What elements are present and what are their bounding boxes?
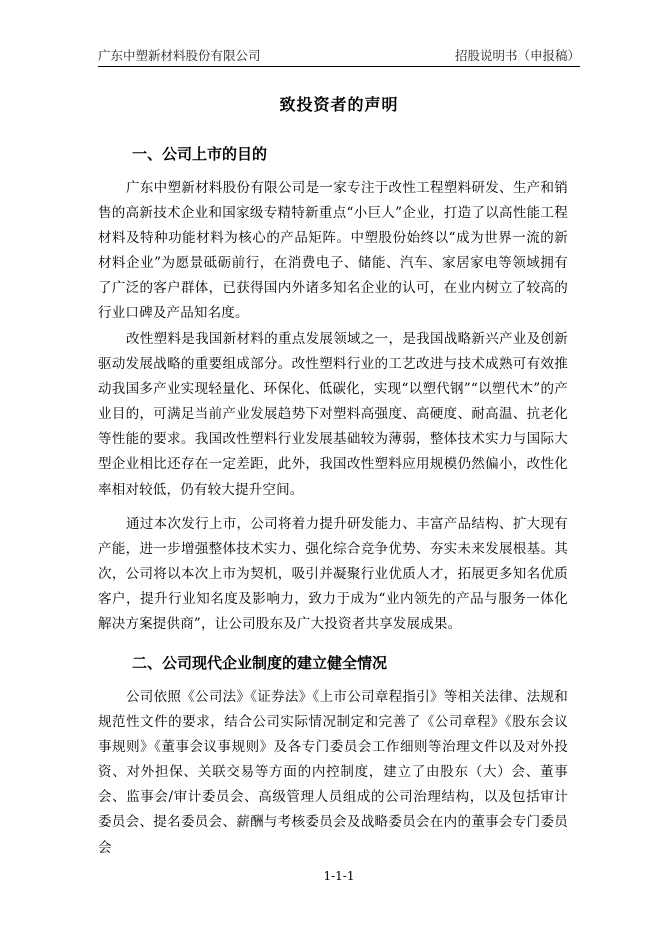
section-heading-listing-purpose: 一、公司上市的目的 [132,145,268,163]
header-company-name: 广东中塑新材料股份有限公司 [98,48,261,63]
header-divider [98,66,580,67]
page-number: 1-1-1 [323,869,355,883]
section-heading-corporate-governance: 二、公司现代企业制度的建立健全情况 [132,654,388,672]
paragraph-governance-system: 公司依照《公司法》《证券法》《上市公司章程指引》等相关法律、法规和规范性文件的要求，结合公司实际情况制定和完善了《公司章程》《股东会议事规则》《董事会议事规则》及各专门委员会工作细则等治理文件以及对外投资、对外担保、关联交易等方面的内控制度，建立了由股东（大）会、董事会、监事会/审计委员会、高级管理人员组成的公司治理结构，以及包括审计委员会、提名委员会、薪酬与考核委员会及战略委员会在内的董事会专门委员会 [98,689,568,856]
page-title: 致投资者的声明 [279,95,399,114]
paragraph-company-intro: 广东中塑新材料股份有限公司是一家专注于改性工程塑料研发、生产和销售的高新技术企业和国家级专精特新重点“小巨人”企业，打造了以高性能工程材料及特种功能材料为核心的产品矩阵。中塑股份始终以“成为世界一流的新材料企业”为愿景砥砺前行，在消费电子、储能、汽车、家居家电等领域拥有了广泛的客户群体，已获得国内外诸多知名企业的认可，在业内树立了较高的行业口碑及产品知名度。 [98,180,568,322]
page-header [98,47,580,65]
paragraph-industry-overview: 改性塑料是我国新材料的重点发展领域之一，是我国战略新兴产业及创新驱动发展战略的重要组成部分。改性塑料行业的工艺改进与技术成熟可有效推动我国多产业实现轻量化、环保化、低碳化，实现“以塑代钢”“以塑代木”的产业目的，可满足当前产业发展趋势下对塑料高强度、高硬度、耐高温、抗老化等性能的要求。我国改性塑料行业发展基础较为薄弱，整体技术实力与国际大型企业相比还存在一定差距，此外，我国改性塑料应用规模仍然偏小，改性化率相对较低，仍有较大提升空间。 [98,331,568,498]
header-document-type: 招股说明书（申报稿） [454,48,580,63]
paragraph-listing-goals: 通过本次发行上市，公司将着力提升研发能力、丰富产品结构、扩大现有产能，进一步增强整体技术实力、强化综合竞争优势、夯实未来发展根基。其次，公司将以本次上市为契机，吸引并凝聚行业优质人才，拓展更多知名优质客户，提升行业知名度及影响力，致力于成为“业内领先的产品与服务一体化解决方案提供商”，让公司股东及广大投资者共享发展成果。 [98,516,568,633]
